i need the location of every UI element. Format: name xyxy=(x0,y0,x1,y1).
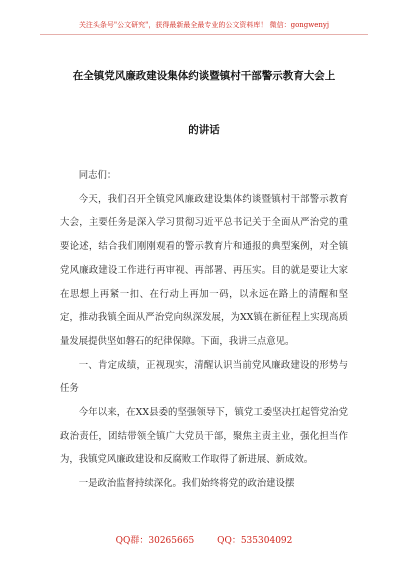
footer-contact xyxy=(0,533,408,546)
document-title-line1: 在全镇党风廉政建设集体约谈暨镇村干部警示教育大会上 xyxy=(72,70,336,82)
body-paragraph-2: 今年以来，在XX县委的坚强领导下，镇党工委坚决扛起管党治党政治责任，团结带领全镇广大党员干部，聚焦主责主业，强化担当作为，我镇党风廉政建设和反腐败工作取得了新进展、新成效。 xyxy=(60,407,348,466)
body-paragraph-1: 今天，我们召开全镇党风廉政建设集体约谈暨镇村干部警示教育大会，主要任务是深入学习贯彻习近平总书记关于全面从严治党的重要论述，结合我们刚刚观看的警示教育片和通报的典型案例，对全镇党风廉政建设工作进行再审视、再部署、再压实。目的就是要让大家在思想上再紧一扣、在行动上再加一码，以永远在路上的清醒和坚定，推动我镇全面从严治党向纵深发展，为XX镇在新征程上实现高质量发展提供坚如磐石的纪律保障。下面，我讲三点意见。 xyxy=(60,193,348,347)
salutation: 同志们： xyxy=(78,170,117,181)
section-heading-1: 一、肯定成绩，正视现实，清醒认识当前党风廉政建设的形势与任务 xyxy=(60,359,348,395)
body-paragraph-3: 一是政治监督持续深化。我们始终将党的政治建设摆 xyxy=(78,478,295,490)
header-promo-note: 关注头条号"公文研究"，获得最新最全最专业的公文资料库！ 微信：gongwenyj xyxy=(78,21,330,29)
document-body xyxy=(60,164,348,496)
document-title-line2: 的讲话 xyxy=(188,124,220,136)
header-divider xyxy=(40,34,368,35)
footer-qq-number: QQ：535304092 xyxy=(217,536,293,546)
footer-qq-group: QQ群：30265665 xyxy=(115,536,195,546)
